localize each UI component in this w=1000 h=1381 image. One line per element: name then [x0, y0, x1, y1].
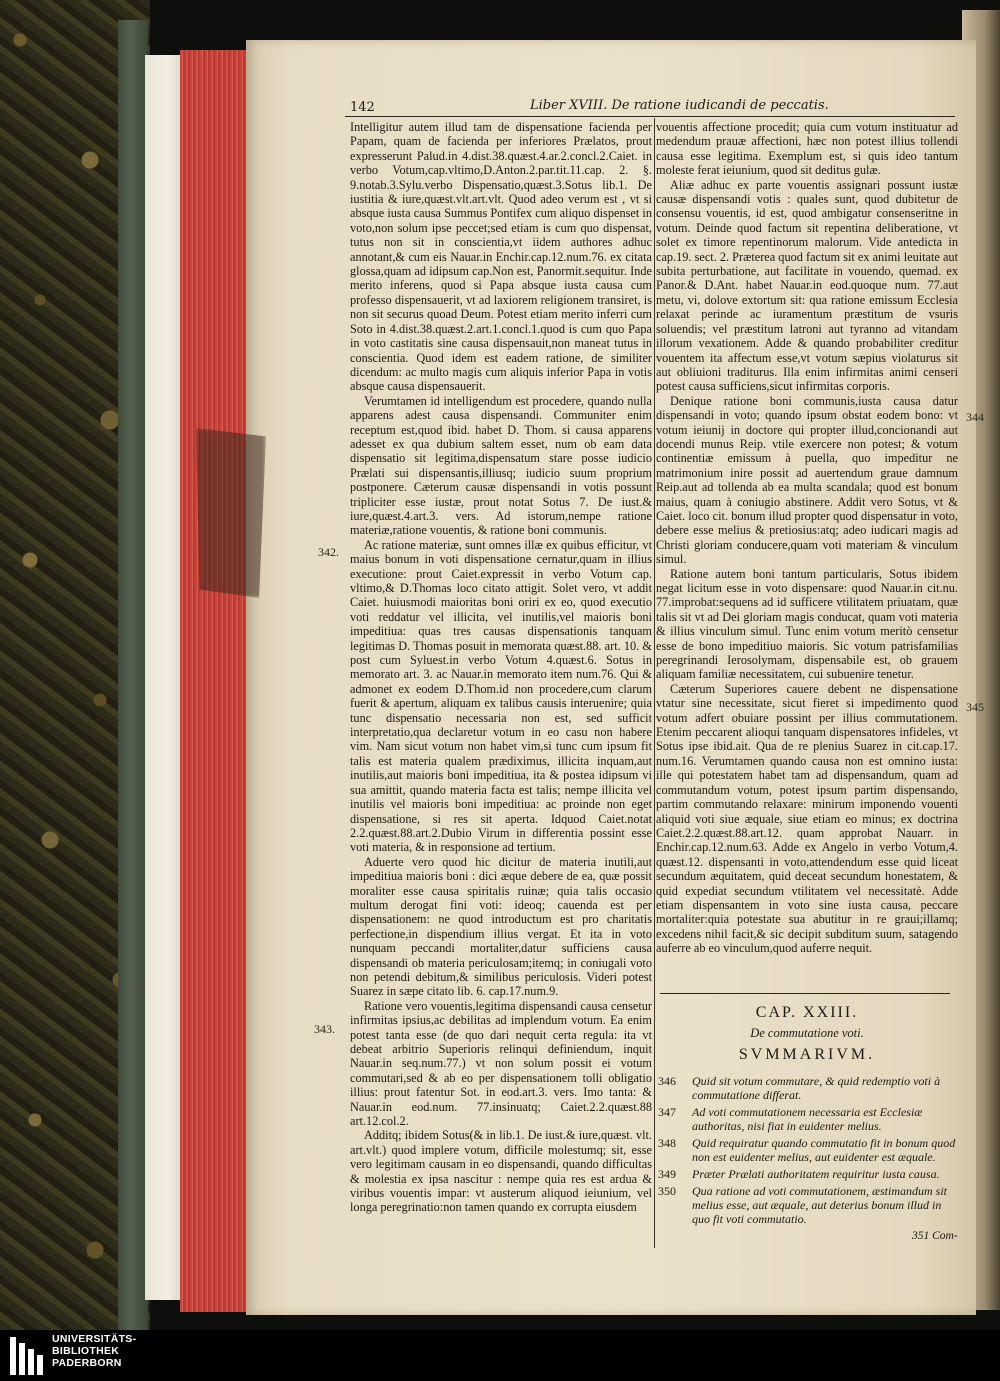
- paragraph: Ratione autem boni tantum particularis, Sotus ibidem negat licitum esse in voto dispensare: quod Nauar.in cit.nu. 77.improbat:sequens ad id sufficere vtilitatem priuatam, quæ talis sit vt ad Dei gloriam magis conducat, quam voti materia & illius vinculum simul. Tunc enim votum meritò censetur esse de bono impeditiuo maioris. Sic votum patrisfamilias peregrinandi Ierosolymam, dispensabile est, ob grauem aliquam familiæ necessitatem, cui subuenire tenetur.: [656, 566, 958, 682]
- paragraph: Aduerte vero quod hic dicitur de materia inutili,aut impeditiua maioris boni : dici æque debere de ea, quæ possit moraliter esse causa spiritalis ruinæ; quia talis occasio multum derogat fini voti: ideoq; cauenda est per dispensationem: ne quod introductum est pro charitatis perfectione,in dispendium illius vergat. Et ita in voto nunquam peccandi mortaliter,datur sufficiens causa dispensandi ob materia periculosam;itemq; in coniugali voto non petendi debitum,& similibus periculosis. Videri potest Suarez in sæpe citato lib. 6. cap.17.num.9.: [350, 854, 652, 999]
- summary-number: 348: [658, 1136, 676, 1150]
- summary-number: 346: [658, 1074, 676, 1088]
- summary-text: Ad voti commutationem necessaria est Ecclesiæ authoritas, nisi fiat in euidenter melius.: [692, 1105, 923, 1133]
- summary-number: 349: [658, 1167, 676, 1181]
- paragraph: Intelligitur autem illud tam de dispensatione facienda per Papam, quam de facienda per inferiores Prælatos, prout expresserunt Palud.in 4.dist.38.quæst.4.ar.2.concl.2.Caiet. in verbo Votum,cap.vltimo,D.Anton.2.par.tit.11.cap. 2. §. 9.notab.3.Sylu.verbo Dispensatio,quæst.3.Sotus lib.1. De iustitia & iure,quæst.vlt.art.vlt. Quod adeo verum est , vt si absque iusta causa Summus Pontifex cum aliquo dispenset in voto,non solum ipse peccet;sed etiam is cum quo dispensat, tutus non sit in conscientia,vt iidem authores adhuc annotant,& cum eis Nauar.in Enchir.cap.12.num.76. ex citata glossa,quam ad idipsum cap.Non est, Panormit.sequitur. Inde merito inferens, quod si Papa absque iusta causa cum professo dispensauerit, vt ad laxiorem religionem transiret, is non sit securus quoad Deum. Potest etiam merito inferri cum Soto in 4.dist.38.quæst.2.art.1.concl.1.quod is cum quo Papa in voto castitatis sine causa dispensauit,non maneat tutus in conscientia. Quod idem est eadem ratione, de similiter dicendum: ac multo magis cum aliquis inferior Papa in votis absque causa dispensauerit.: [350, 120, 652, 394]
- paragraph: vouentis affectione procedit; quia cum votum instituatur ad medendum prauæ affectioni, hæc non potest illius tollendi causa esse legitima. Exemplum est, si quis ideo tantum moleste ferat ieiunium, quod sit deditus gulæ.: [656, 120, 958, 178]
- page-edges: [180, 50, 250, 1312]
- summary-text: Quid sit votum commutare, & quid redemptio voti à commutatione differat.: [692, 1074, 941, 1102]
- paragraph: Verumtamen id intelligendum est procedere, quando nulla apparens adest causa dispensandi. Communiter enim receptum est,quod ibid. habet D. Thom. si causa apparens adesset ex qua dubium saltem esset, num ob eam data dispensatio sit legitima,dispensatum stare posse iudicio Prælati sui dispensantis,illiusq; iudicio suum proprium postponere. Cæterum causæ dispensandi in votis possunt tripliciter esse iustæ, prout notat Sotus 7. De iust.& iure,quæst.4.art.3. vers. Ad istorum,nempe ratione materiæ,ratione vouentis, & ratione boni communis.: [350, 393, 652, 538]
- summary-item: [658, 1167, 958, 1181]
- chapter-rule: [660, 993, 950, 994]
- library-logo-icon: [10, 1337, 44, 1375]
- library-name-line: UNIVERSITÄTS-: [52, 1333, 137, 1345]
- paragraph: Denique ratione boni communis,iusta causa datur dispensandi in voto; quando ipsum obstat eodem bono: vt votum ieiunij in doctore qui propter illud,concionandi aut docendi munus Reip. vtile exercere non potest; & votum continentiæ emissum à puella, quo impeditur ne matrimonium inire possit ad auertendum graue damnum Reip.aut ad tollenda ab ea multa scandala; quod est bonum maius, quam à coniugio abstinere. Addit vero Sotus, vt & Caiet. loco cit. bonum illud propter quod dispensatur in voto, debere esse melius & pretiosius:atq; adeo iudicari magis ad Christi gloriam conducere,quam voti materiam & vinculum simul.: [656, 393, 958, 567]
- running-title: Liber XVIII. De ratione iudicandi de peccatis.: [530, 98, 829, 113]
- summary-number: 347: [658, 1105, 676, 1119]
- summary-list: [658, 1074, 958, 1229]
- paragraph: Aliæ adhuc ex parte vouentis assignari possunt iustæ causæ dispensandi votis : quales sunt, quod dubitetur de consensu vouentis, id est, quod ambigatur consenseritne in votum. Deinde quod factum sit repentina deliberatione, vt solet ex timore repentinorum malorum. Vide antedicta in cap.19. sect. 2. Præterea quod factum sit ex animi leuitate aut subita perturbatione, aut facilitate in vouendo, quemad. ex Panor.& D.Ant. habet Nauar.in eod.quoque num. 77.aut metu, vi, dolove extortum sit: qua ratione emissum Ecclesia relaxat perinde ac iuramentum præstitum de vsuris soluendis; vel præstitum latroni aut tyranno ad vitandam illorum vexationem. Adde & quando probabiliter creditur vouentem ita affectum esse,vt votum sæpius violaturus sit aut obliuioni traditurus. Illa enim infirmitas animi censeri potest causa sufficiens,sicut infirmitas corporis.: [656, 177, 958, 394]
- summary-text: Præter Prælati authoritatem requiritur iusta causa.: [692, 1167, 940, 1181]
- right-column: [656, 120, 958, 956]
- summary-item: [658, 1074, 958, 1102]
- paragraph: Cæterum Superiores cauere debent ne dispensatione vtatur sine necessitate, sicut fieret si impedimento quod votum adfert obuiare possint per illius commutationem. Etenim peccarent alioqui tanquam dispensatores infideles, vt Sotus ipse ibid.ait. Qua de re plenius Suarez in cit.cap.17. num.16. Verumtamen quando causa non est omnino iusta: ille qui potestatem habet tam ad dispensandum, quam ad commutandum votum, potest ipsum partim dispensando, partim commutando relaxare: minirum imponendo vouenti aliquid voti siue æquale, siue etiam eo minus; ex doctrina Caiet.2.2.quæst.88.art.12. quam approbat Nauarr. in Enchir.cap.12.num.63. Adde ex Angelo in verbo Votum,4. quæst.12. dispensanti in voto,attendendum esse quid liceat secundum æquitatem, quid deceat secundum honestatem, & quid expediat secundum vtilitatem vel necessitatè. Adde etiam dispensantem in voto sine iusta causa, peccare mortaliter:quia potestate sua abutitur in re graui;illamq; excedens nihil facit,& sic decipit subditum suum, satagendo auferre ab eo vinculum,quod auferre nequit.: [656, 681, 958, 956]
- chapter-subtitle: De commutatione voti.: [750, 1026, 864, 1040]
- paragraph: Ratione vero vouentis,legitima dispensandi causa censetur infirmitas ipsius,ac debilitas ad implendum votum. Ea enim potest tanta esse (de quo dari nequit certa regula: ita vt debeat arbitrio Superioris relinqui definiendum, inquit Nauar.in seq.num.77.) vt non solum possit ei votum commutari,sed & ab eo per dispensationem tolli obligatio illius: prout fatentur Sot. in eod.art.3. vers. Imo tanta: & Nauar.in eod.num. 77.insinuatq; Caiet.2.2.quæst.88 art.12.col.2.: [350, 998, 652, 1129]
- library-name-line: BIBLIOTHEK: [52, 1345, 120, 1357]
- margin-number: 345: [966, 700, 984, 714]
- paragraph: Additq; ibidem Sotus(& in lib.1. De iust.& iure,quæst. vlt. art.vlt.) quod implere votum, difficile molestumq; sit, esse vero legitimam causam in eo dispensandi, quando difficultas & molestia ex ipsa nascitur : nempe quia res est ardua & viribus vouentis impar: vt austerum aliquod ieiunium, vel longa peregrinatio:non tamen quando ex corrupta eiusdem: [350, 1128, 652, 1215]
- summary-item: [658, 1105, 958, 1133]
- summary-heading: SVMMARIVM.: [738, 1046, 876, 1063]
- page-number: 142: [350, 100, 375, 115]
- margin-number: 344: [966, 410, 984, 424]
- summary-text: Quid requiratur quando commutatio fit in bonum quod non est euidenter melius, aut euidenter est æquale.: [692, 1136, 956, 1164]
- margin-number: 343.: [314, 1022, 335, 1036]
- summary-number: 350: [658, 1184, 676, 1198]
- library-name-line: PADERBORN: [52, 1357, 122, 1369]
- endpaper: [145, 55, 183, 1300]
- left-column: [350, 120, 652, 1215]
- paragraph: Ac ratione materiæ, sunt omnes illæ ex quibus efficitur, vt maius bonum in voti dispensatione cernatur,quam in illius executione: prout Caiet.expressit in verbo Votum cap. vltimo,& D.Thomas loco citato attigit. Solet vero, vt addit Caiet. huiusmodi maioritas boni oriri ex eo, quod executio voti reddatur vel illicita, vel inutilis,vel maioris boni impeditiua: quas tres causas dispensationis tanquam legitimas D. Thomas posuit in memorata quæst.88. art. 10. & post cum Syluest.in verbo Votum 4.quæst.6. Sotus in memorato art. 3. ac Nauar.in memorato item num.76. Qui & admonet ex eodem D.Thom.id non procedere,cum clarum fuerit & apertum, aliquam ex talibus causis interuenire; quia tunc dispensatio necessaria non est, sed sufficit interpretatio,qua declaretur votum in eo casu non habere vim. Nam sicut votum non habet vim,si tunc cum ipsum fit talis est materia qualem prædiximus, illicita inquam,aut inutilis,aut maioris boni impeditiua, ita & postea idipsum vi sua amittit, quando materia facta est talis; nempe illicita vel inutilis vel maioris boni impeditiua: ac proinde non eget dispensatione, si res sit aperta. Idquod Caiet.notat 2.2.quæst.88.art.2.Dubio Virum in differentia possint esse voti materia, & in responsione ad tertium.: [350, 537, 652, 855]
- column-divider: [654, 118, 655, 1248]
- summary-item: [658, 1136, 958, 1164]
- book-spine: [118, 20, 148, 1330]
- chapter-title: CAP. XXIII.: [755, 1004, 859, 1021]
- margin-number: 342.: [318, 545, 339, 559]
- catchword: 351 Com-: [912, 1230, 958, 1242]
- summary-item: [658, 1184, 958, 1226]
- library-logo-bar: [0, 1330, 1000, 1381]
- header-rule: [345, 116, 955, 117]
- ink-bleed: [196, 428, 266, 598]
- summary-text: Qua ratione ad voti commutationem, æstimandum sit melius esse, aut æquale, aut deterius bonum illud in quo fit voti commutatio.: [692, 1184, 947, 1226]
- library-name: [52, 1333, 136, 1369]
